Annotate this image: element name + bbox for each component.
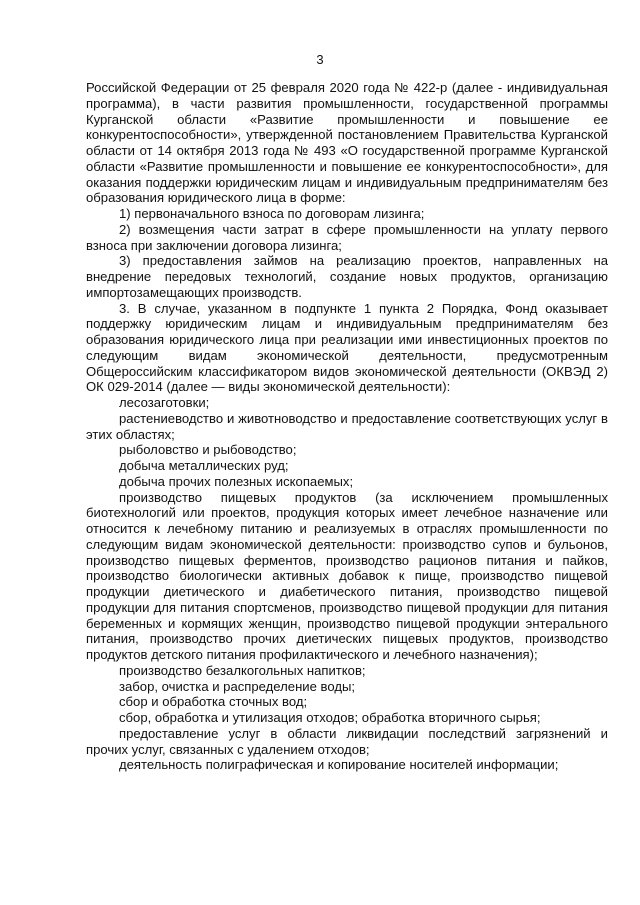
activity-item: добыча металлических руд; xyxy=(119,458,289,473)
activity-item: производство безалкогольных напитков; xyxy=(119,662,366,678)
activity-item: производство пищевых продуктов (за исключением промышленных биотехнологий или проектов, продукция которых имеет лечебное назначение или относится к лечебному питанию и реализуемых в отраслях промышленности по следующим видам экономической деятельности: производство супов и бульонов, производство пищевых ферментов, производство рационов питания и пайков, производство биологически активных добавок к пище, производство пищевой продукции диетического и диабетического питания, производство пищевой продукции для питания спортсменов, производство пищевой продукции для питания беременных и кормящих женщин, производство пищевой продукции энтерального питания, производство прочих диетических пищевых продуктов, производство продуктов детского питания профилактического и лечебного назначения); xyxy=(86,489,608,662)
activity-item: рыболовство и рыбоводство; xyxy=(119,442,297,458)
list-item-leasing-down-payment: 1) первоначального взноса по договорам лизинга; xyxy=(119,206,425,221)
list-item-loans: 3) предоставления займов на реализацию проектов, направленных на внедрение передовых технологий, создание новых продуктов, организацию импортозамещающих производств. xyxy=(86,253,608,300)
activity-item: растениеводство и животноводство и предоставление соответствующих услуг в этих областях; xyxy=(86,410,608,442)
paragraph-clause-3: 3. В случае, указанном в подпункте 1 пункта 2 Порядка, Фонд оказывает поддержку юридическим лицам и индивидуальным предпринимателям без образования юридического лица при реализации ими инвестиционных проектов по следующим видам экономической деятельности, предусмотренным Общероссийским классификатором видов экономической деятельности (ОКВЭД 2) ОК 029-2014 (далее — виды экономической деятельности): xyxy=(86,300,608,395)
document-body xyxy=(86,80,608,773)
paragraph-intro: Российской Федерации от 25 февраля 2020 года № 422-р (далее - индивидуальная программа), в части развития промышленности, государственной программы Курганской области «Развитие промышленности и повышение ее конкурентоспособности», утвержденной постановлением Правительства Курганской области от 14 октября 2013 года № 493 «О государственной программе Курганской области «Развитие промышленности и повышение ее конкурентоспособности», для оказания поддержки юридическим лицам и индивидуальным предпринимателям без образования юридического лица в форме: xyxy=(86,80,608,206)
activity-item: лесозаготовки; xyxy=(119,395,210,410)
activity-item: деятельность полиграфическая и копирование носителей информации; xyxy=(119,757,559,773)
activity-item: добыча прочих полезных ископаемых; xyxy=(119,473,354,489)
page-number: 3 xyxy=(316,52,324,67)
activity-item: забор, очистка и распределение воды; xyxy=(119,678,356,694)
activity-item: сбор и обработка сточных вод; xyxy=(119,694,308,710)
activity-item: сбор, обработка и утилизация отходов; обработка вторичного сырья; xyxy=(119,710,541,725)
list-item-cost-reimbursement: 2) возмещения части затрат в сфере промышленности на уплату первого взноса при заключении договора лизинга; xyxy=(86,221,608,253)
activity-item: предоставление услуг в области ликвидации последствий загрязнений и прочих услуг, связанных с удалением отходов; xyxy=(86,725,608,757)
